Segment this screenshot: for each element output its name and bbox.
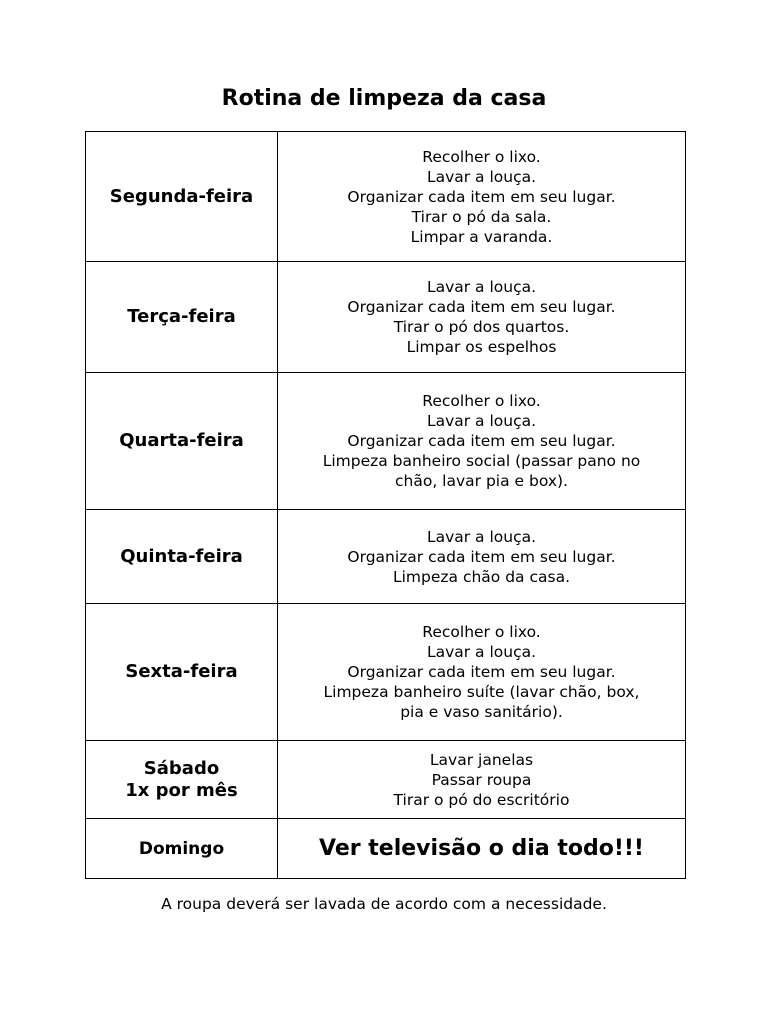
tasks-cell (278, 373, 686, 510)
task-item: Recolher o lixo. (422, 147, 541, 166)
task-item: pia e vaso sanitário). (400, 703, 563, 721)
cleaning-schedule-table (85, 131, 686, 879)
task-item: Lavar a louça. (426, 278, 537, 296)
day-label: 1x por mês (125, 779, 238, 801)
day-label: Quinta-feira (120, 545, 243, 567)
task-item: Limpeza chão da casa. (392, 567, 571, 586)
day-label: Terça-feira (127, 306, 236, 327)
footer-note: A roupa deverá ser lavada de acordo com a necessidade. (161, 895, 607, 913)
table-row (86, 262, 686, 373)
task-item: Lavar janelas (429, 750, 534, 769)
day-label: Sexta-feira (125, 661, 238, 682)
task-item: Lavar a louça. (426, 167, 537, 186)
task-item: Organizar cada item em seu lugar. (347, 432, 616, 450)
task-item: Lavar a louça. (426, 527, 537, 546)
task-item: Organizar cada item em seu lugar. (347, 187, 616, 206)
task-item: Tirar o pó dos quartos. (393, 318, 570, 336)
tasks-cell (278, 604, 686, 741)
page-title: Rotina de limpeza da casa (221, 86, 547, 111)
task-item: Limpeza banheiro social (passar pano no (322, 452, 641, 470)
tasks-cell (278, 819, 686, 879)
tasks-cell (278, 262, 686, 373)
task-item: Tirar o pó da sala. (411, 207, 552, 226)
day-label: Domingo (138, 838, 225, 859)
task-item: Organizar cada item em seu lugar. (347, 298, 616, 316)
task-item: Passar roupa (431, 770, 532, 789)
day-cell (86, 819, 278, 879)
task-item: Limpeza banheiro suíte (lavar chão, box, (323, 683, 640, 701)
task-item: Lavar a louça. (426, 643, 537, 661)
tasks-cell (278, 132, 686, 262)
tasks-cell (278, 510, 686, 604)
table-row (86, 132, 686, 262)
task-item: Organizar cada item em seu lugar. (347, 547, 616, 566)
day-cell (86, 510, 278, 604)
task-item: Recolher o lixo. (422, 623, 541, 641)
table-row (86, 604, 686, 741)
task-item: Limpar os espelhos (406, 338, 557, 356)
tasks-cell (278, 741, 686, 819)
task-item: Tirar o pó do escritório (393, 790, 570, 809)
table-row (86, 373, 686, 510)
table-row (86, 819, 686, 879)
day-cell (86, 741, 278, 819)
task-item: Lavar a louça. (426, 412, 537, 430)
day-label: Sábado (143, 757, 220, 779)
task-item: chão, lavar pia e box). (395, 472, 568, 490)
table-row (86, 741, 686, 819)
table-row (86, 510, 686, 604)
day-cell (86, 132, 278, 262)
task-item: Ver televisão o dia todo!!! (319, 835, 644, 861)
task-item: Limpar a varanda. (410, 227, 553, 246)
task-item: Organizar cada item em seu lugar. (347, 663, 616, 681)
day-cell (86, 604, 278, 741)
day-label: Segunda-feira (109, 185, 254, 207)
task-item: Recolher o lixo. (422, 392, 541, 410)
day-label: Quarta-feira (119, 430, 244, 451)
day-cell (86, 373, 278, 510)
day-cell (86, 262, 278, 373)
